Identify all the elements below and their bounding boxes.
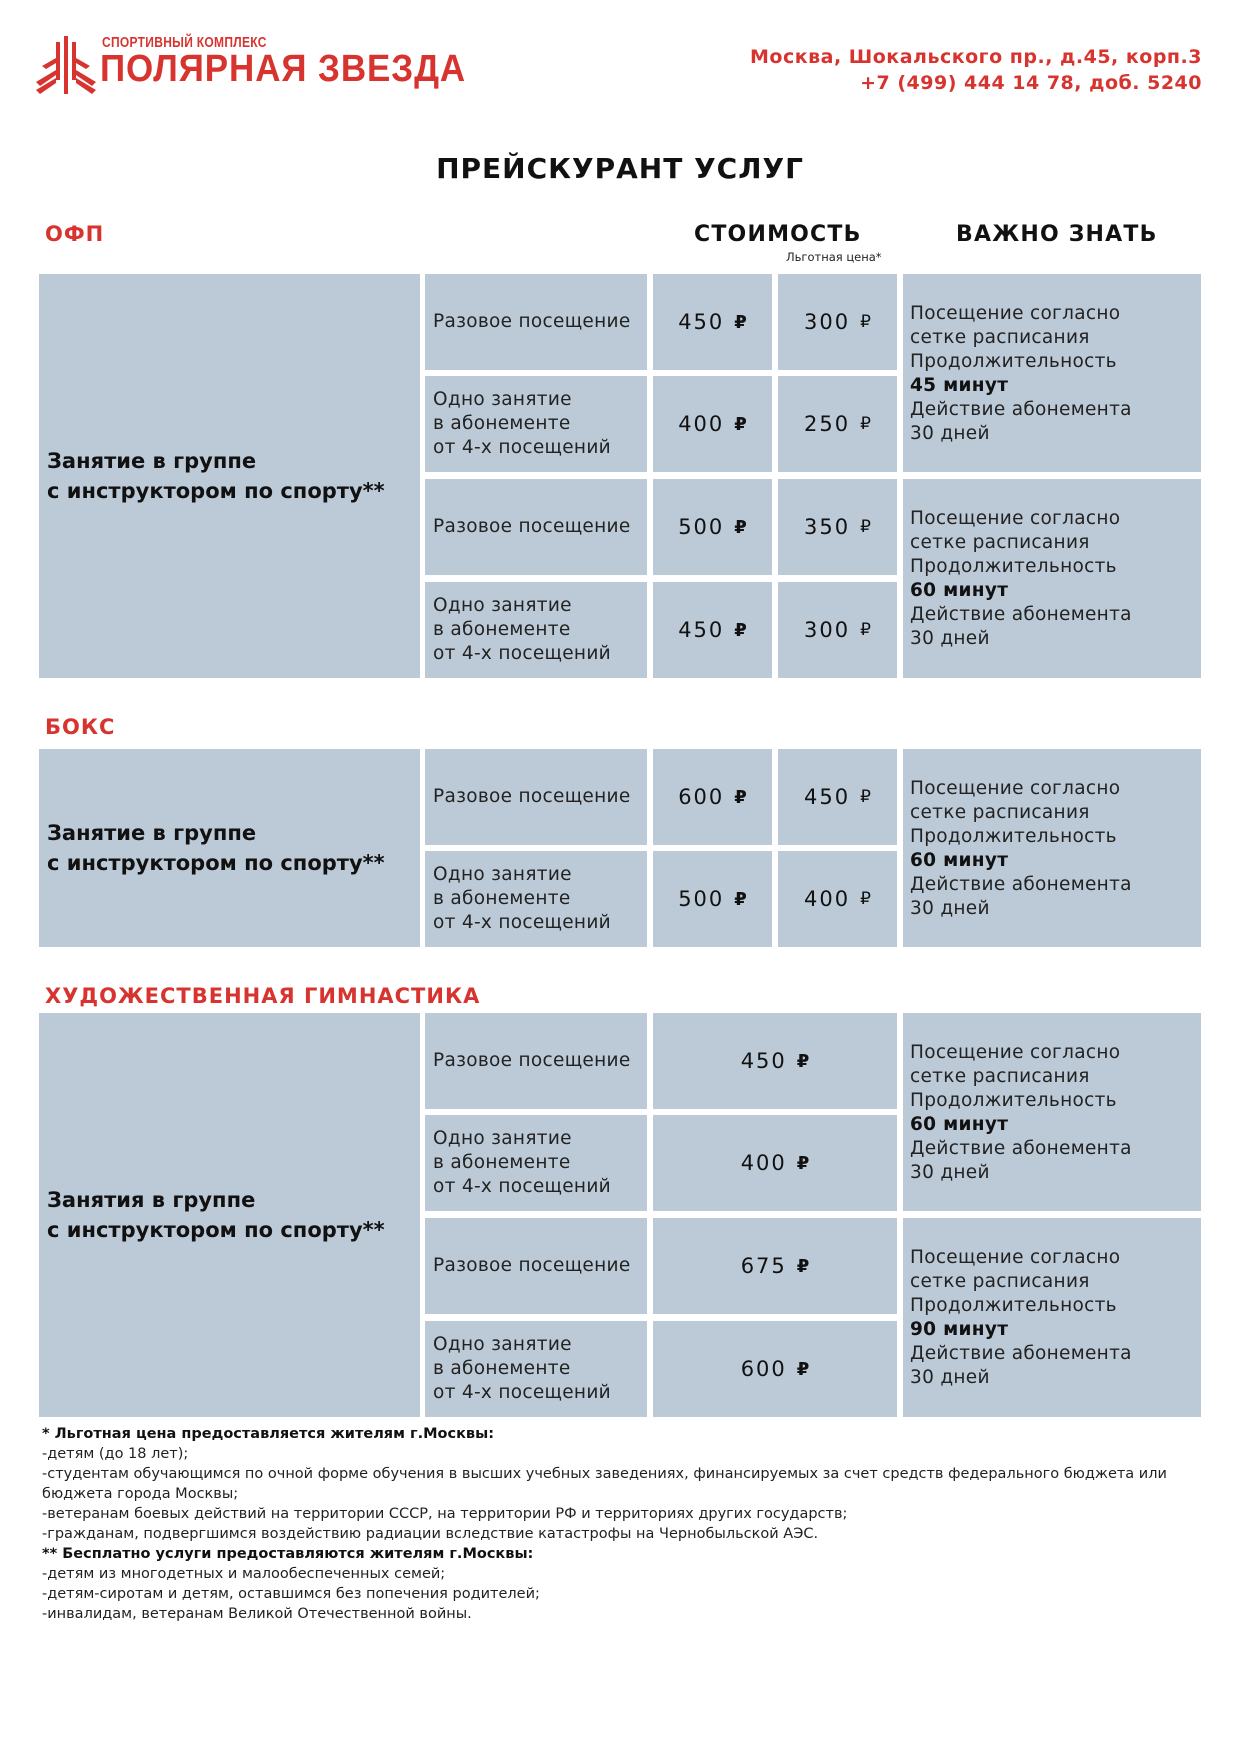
- category-line: с инструктором по спорту**: [47, 479, 385, 503]
- discount-price-value: 350: [804, 515, 851, 539]
- discount-price-cell: [778, 851, 897, 947]
- info-block: Посещение согласно сетке расписания Продолжительность 60 минут Действие абонемента 30 дней: [903, 749, 1201, 947]
- category-line: Занятие в группе: [47, 821, 257, 845]
- category-label: [39, 1013, 420, 1417]
- price-value: 675: [740, 1254, 787, 1278]
- service-description: Одно занятие в абонементе от 4-х посещений: [425, 1115, 647, 1211]
- footnote-item: -гражданам, подвергшимся воздействию радиации вследствие катастрофы на Чернобыльской АЭС.: [42, 1526, 819, 1542]
- price-cell: [653, 479, 772, 575]
- info-block: Посещение согласно сетке расписания Продолжительность 60 минут Действие абонемента 30 дней: [903, 1013, 1201, 1211]
- category-line: Занятие в группе: [47, 449, 257, 473]
- service-description: Разовое посещение: [425, 274, 647, 370]
- important-column-header: ВАЖНО ЗНАТЬ: [956, 222, 1158, 247]
- brand-name: ПОЛЯРНАЯ ЗВЕЗДА: [100, 48, 467, 90]
- price-cell: [653, 1115, 897, 1211]
- ruble-icon: ₽: [860, 889, 871, 909]
- price-value: 400: [678, 412, 725, 436]
- category-line: с инструктором по спорту**: [47, 1218, 385, 1242]
- price-cell: [653, 851, 772, 947]
- ruble-icon: ₽: [796, 1255, 810, 1277]
- price-value: 450: [678, 618, 725, 642]
- footnote-item: -студентам обучающимся по очной форме обучения в высших учебных заведениях, финансируемых за счет средств федерального бюджета или бюджета города Москвы;: [42, 1466, 1167, 1502]
- price-cell: [653, 1321, 897, 1417]
- ruble-icon: ₽: [734, 888, 747, 910]
- duration: 90 минут: [910, 1319, 1009, 1340]
- category-line: с инструктором по спорту**: [47, 851, 385, 875]
- service-description: Одно занятие в абонементе от 4-х посещений: [425, 1321, 647, 1417]
- footnote-item: -инвалидам, ветеранам Великой Отечественной войны.: [42, 1606, 472, 1622]
- section-title-gymnastics: ХУДОЖЕСТВЕННАЯ ГИМНАСТИКА: [45, 984, 481, 1008]
- ruble-icon: ₽: [734, 413, 747, 435]
- category-label: [39, 274, 420, 678]
- discount-price-value: 400: [804, 887, 851, 911]
- service-description: Одно занятие в абонементе от 4-х посещений: [425, 376, 647, 472]
- price-cell: [653, 1013, 897, 1109]
- footnotes: [42, 1424, 1212, 1624]
- service-description: Разовое посещение: [425, 1013, 647, 1109]
- ruble-icon: ₽: [734, 516, 747, 538]
- category-line: Занятия в группе: [47, 1188, 256, 1212]
- brand-subtitle: СПОРТИВНЫЙ КОМПЛЕКС: [102, 34, 267, 51]
- cost-column-header: СТОИМОСТЬ: [694, 222, 862, 247]
- ruble-icon: ₽: [860, 312, 871, 332]
- contact-block: [750, 44, 1202, 96]
- service-description: Одно занятие в абонементе от 4-х посещений: [425, 851, 647, 947]
- ruble-icon: ₽: [860, 414, 871, 434]
- ruble-icon: ₽: [860, 787, 871, 807]
- discount-price-value: 300: [804, 310, 851, 334]
- ruble-icon: ₽: [796, 1050, 810, 1072]
- discount-price-cell: [778, 376, 897, 472]
- duration: 45 минут: [910, 375, 1009, 396]
- price-value: 600: [678, 785, 725, 809]
- address: Москва, Шокальского пр., д.45, корп.3: [749, 46, 1202, 68]
- footnote-heading: * Льготная цена предоставляется жителям г.Москвы:: [42, 1426, 495, 1442]
- duration: 60 минут: [910, 1114, 1009, 1135]
- price-value: 450: [740, 1049, 787, 1073]
- price-value: 500: [678, 887, 725, 911]
- discount-price-cell: [778, 274, 897, 370]
- service-description: Разовое посещение: [425, 749, 647, 845]
- footnote-item: -детям (до 18 лет);: [42, 1446, 189, 1462]
- price-value: 500: [678, 515, 725, 539]
- info-block: Посещение согласно сетке расписания Продолжительность 60 минут Действие абонемента 30 дней: [903, 479, 1201, 678]
- price-cell: [653, 749, 772, 845]
- price-cell: [653, 376, 772, 472]
- discount-price-cell: [778, 749, 897, 845]
- footnote-heading: ** Бесплатно услуги предоставляются жителям г.Москвы:: [42, 1546, 534, 1562]
- phone: +7 (499) 444 14 78, доб. 5240: [860, 72, 1202, 94]
- service-description: Одно занятие в абонементе от 4-х посещений: [425, 582, 647, 678]
- price-cell: [653, 274, 772, 370]
- section-title-ofp: ОФП: [45, 222, 105, 246]
- ruble-icon: ₽: [734, 786, 747, 808]
- price-value: 600: [740, 1357, 787, 1381]
- discount-price-cell: [778, 582, 897, 678]
- info-block: Посещение согласно сетке расписания Продолжительность 90 минут Действие абонемента 30 дней: [903, 1218, 1201, 1417]
- footnote-item: -детям-сиротам и детям, оставшимся без попечения родителей;: [42, 1586, 540, 1602]
- footnote-item: -ветеранам боевых действий на территории СССР, на территории РФ и территориях других государств;: [42, 1506, 848, 1522]
- ruble-icon: ₽: [734, 311, 747, 333]
- price-cell: [653, 582, 772, 678]
- discount-price-note: Льготная цена*: [786, 250, 882, 264]
- ruble-icon: ₽: [796, 1358, 810, 1380]
- price-value: 400: [740, 1151, 787, 1175]
- duration: 60 минут: [910, 850, 1009, 871]
- duration: 60 минут: [910, 580, 1009, 601]
- ruble-icon: ₽: [796, 1152, 810, 1174]
- discount-price-value: 450: [804, 785, 851, 809]
- section-title-box: БОКС: [45, 715, 116, 739]
- discount-price-value: 250: [804, 412, 851, 436]
- service-description: Разовое посещение: [425, 1218, 647, 1314]
- discount-price-value: 300: [804, 618, 851, 642]
- category-label: [39, 749, 420, 947]
- brand-logo: [36, 34, 467, 96]
- price-cell: [653, 1218, 897, 1314]
- discount-price-cell: [778, 479, 897, 575]
- price-value: 450: [678, 310, 725, 334]
- ruble-icon: ₽: [734, 619, 747, 641]
- page-title: ПРЕЙСКУРАНТ УСЛУГ: [436, 152, 804, 185]
- footnote-item: -детям из многодетных и малообеспеченных семей;: [42, 1566, 446, 1582]
- ruble-icon: ₽: [860, 517, 871, 537]
- star-emblem-icon: [36, 36, 96, 94]
- info-block: Посещение согласно сетке расписания Продолжительность 45 минут Действие абонемента 30 дней: [903, 274, 1201, 472]
- ruble-icon: ₽: [860, 620, 871, 640]
- service-description: Разовое посещение: [425, 479, 647, 575]
